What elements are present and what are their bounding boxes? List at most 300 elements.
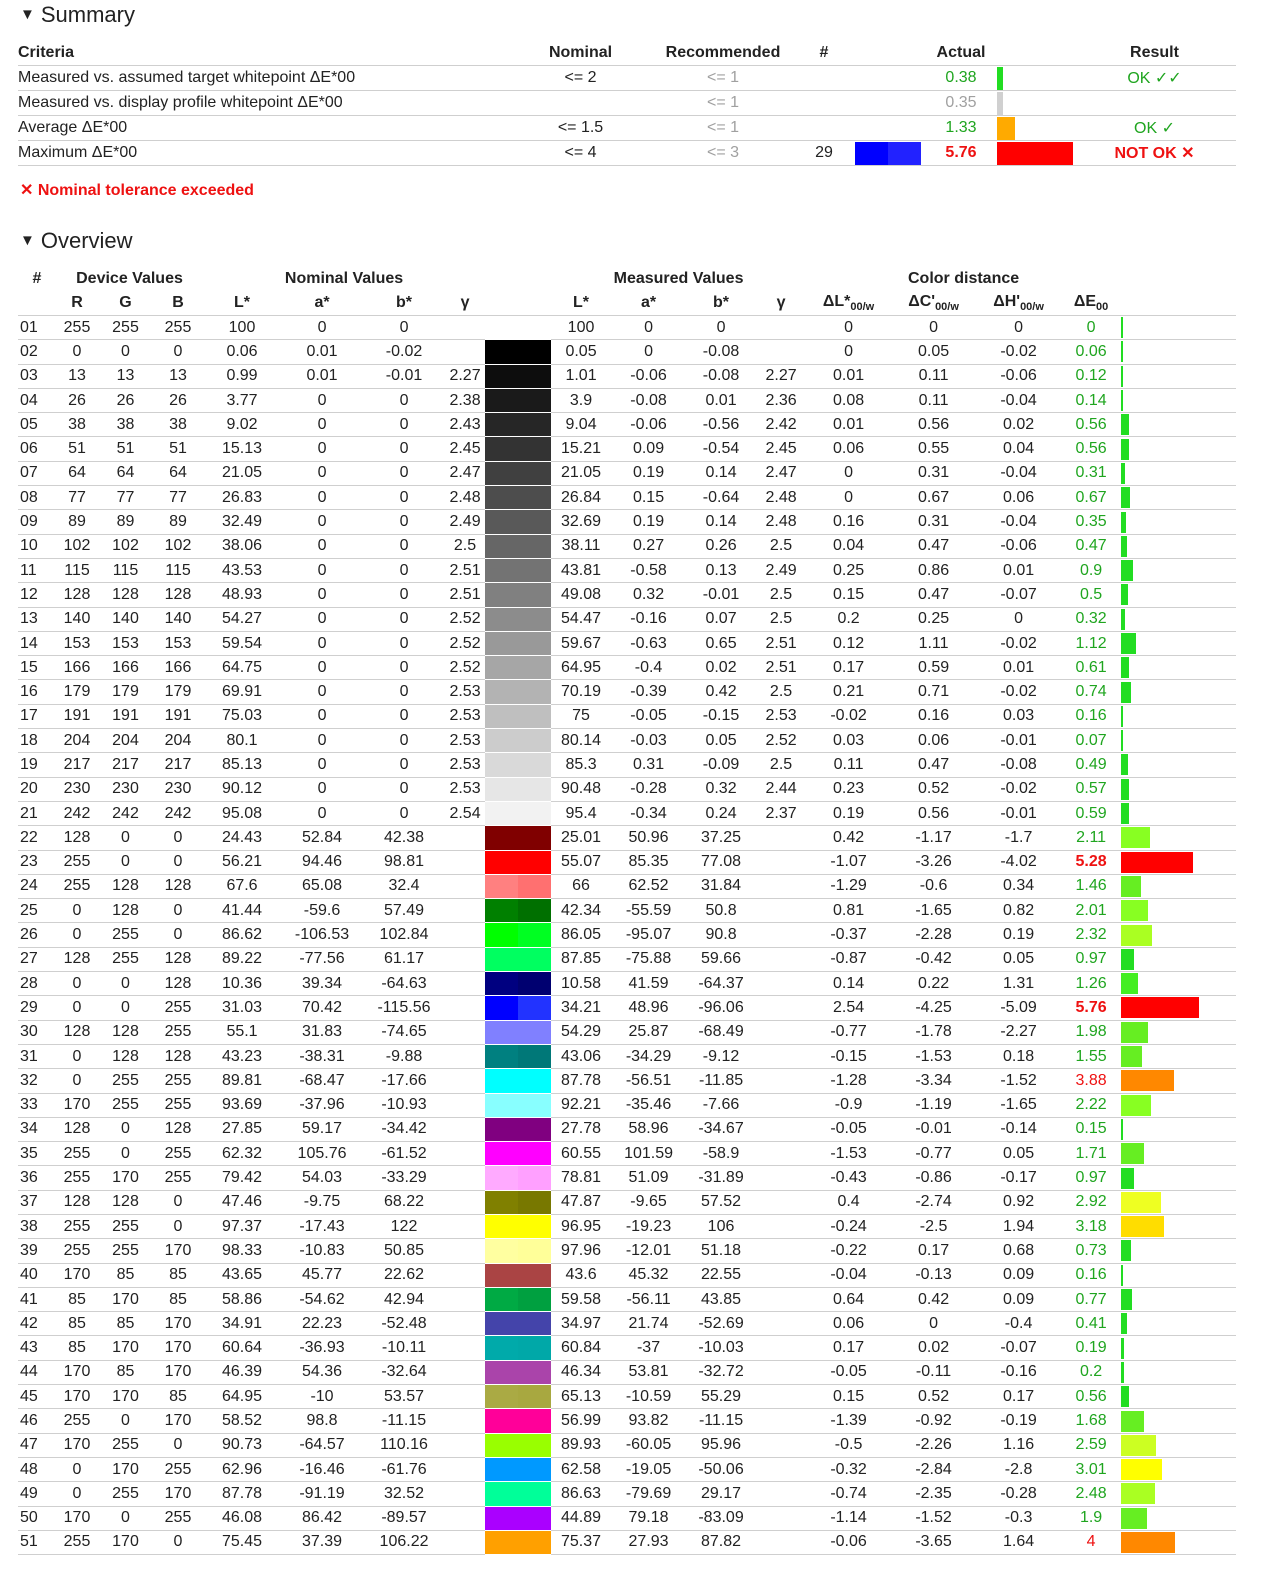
delta-e-bar bbox=[1121, 1142, 1236, 1166]
device-b-cell: 140 bbox=[153, 607, 203, 631]
criteria-cell: Average ΔE*00 bbox=[18, 116, 508, 141]
delta-e-cell: 2.11 bbox=[1061, 826, 1121, 850]
measured-b-cell: 0.26 bbox=[686, 534, 756, 558]
color-swatch bbox=[485, 874, 551, 898]
device-b-cell: 170 bbox=[153, 1482, 203, 1506]
nominal-gamma-cell bbox=[445, 1020, 485, 1044]
nominal-l-cell: 100 bbox=[203, 316, 281, 340]
overview-row bbox=[18, 1020, 1236, 1044]
delta-e-cell: 3.01 bbox=[1061, 1457, 1121, 1481]
device-r-cell: 179 bbox=[56, 680, 98, 704]
delta-c-cell: -3.65 bbox=[891, 1530, 976, 1554]
delta-e-cell: 0.5 bbox=[1061, 583, 1121, 607]
device-b-cell: 170 bbox=[153, 1360, 203, 1384]
measured-l-cell: 87.85 bbox=[551, 947, 611, 971]
b-header: B bbox=[153, 291, 203, 316]
patch-number-cell: 38 bbox=[18, 1214, 56, 1238]
device-b-cell: 13 bbox=[153, 364, 203, 388]
device-g-cell: 64 bbox=[98, 461, 153, 485]
color-swatch bbox=[485, 510, 551, 534]
device-b-cell: 89 bbox=[153, 510, 203, 534]
color-swatch bbox=[485, 1069, 551, 1093]
measured-gamma-cell bbox=[756, 972, 806, 996]
measured-a-cell: 53.81 bbox=[611, 1360, 686, 1384]
measured-b-cell: 55.29 bbox=[686, 1385, 756, 1409]
r-header: R bbox=[56, 291, 98, 316]
delta-h-cell: -0.19 bbox=[976, 1409, 1061, 1433]
nominal-a-cell: 0 bbox=[281, 753, 363, 777]
nominal-gamma-cell: 2.52 bbox=[445, 631, 485, 655]
color-swatch bbox=[485, 1287, 551, 1311]
patch-number-cell: 40 bbox=[18, 1263, 56, 1287]
nominal-l-cell: 0.06 bbox=[203, 340, 281, 364]
measured-gamma-cell: 2.52 bbox=[756, 729, 806, 753]
overview-row bbox=[18, 413, 1236, 437]
device-b-cell: 0 bbox=[153, 1214, 203, 1238]
patch-number-cell: 13 bbox=[18, 607, 56, 631]
measured-l-cell: 34.97 bbox=[551, 1312, 611, 1336]
measured-l-cell: 97.96 bbox=[551, 1239, 611, 1263]
nominal-gamma-cell bbox=[445, 1117, 485, 1141]
nominal-a-cell: -10 bbox=[281, 1385, 363, 1409]
delta-e-bar bbox=[1121, 413, 1236, 437]
delta-c-cell: -2.35 bbox=[891, 1482, 976, 1506]
nominal-gamma-cell bbox=[445, 1239, 485, 1263]
nominal-a-cell: 0 bbox=[281, 437, 363, 461]
device-b-cell: 191 bbox=[153, 704, 203, 728]
measured-a-cell: 51.09 bbox=[611, 1166, 686, 1190]
nominal-gamma-cell bbox=[445, 1287, 485, 1311]
overview-row bbox=[18, 1190, 1236, 1214]
delta-e-cell: 0.73 bbox=[1061, 1239, 1121, 1263]
nominal-header: Nominal bbox=[508, 40, 653, 66]
measured-gamma-cell bbox=[756, 1506, 806, 1530]
recommended-cell: <= 1 bbox=[653, 66, 793, 91]
delta-l-cell: -0.87 bbox=[806, 947, 891, 971]
nominal-l-cell: 97.37 bbox=[203, 1214, 281, 1238]
nominal-l-cell: 93.69 bbox=[203, 1093, 281, 1117]
delta-h-cell: 0.17 bbox=[976, 1385, 1061, 1409]
measured-gamma-cell: 2.48 bbox=[756, 510, 806, 534]
nominal-l-cell: 75.03 bbox=[203, 704, 281, 728]
worst-patch-swatch bbox=[855, 141, 925, 166]
device-r-cell: 51 bbox=[56, 437, 98, 461]
color-swatch bbox=[485, 1360, 551, 1384]
device-b-cell: 128 bbox=[153, 874, 203, 898]
delta-e-bar-fill bbox=[1121, 1265, 1123, 1286]
nominal-b-cell: -61.52 bbox=[363, 1142, 445, 1166]
delta-e-bar-fill bbox=[1121, 1095, 1151, 1116]
device-g-cell: 77 bbox=[98, 486, 153, 510]
nominal-b-cell: -10.93 bbox=[363, 1093, 445, 1117]
measured-l-cell: 87.78 bbox=[551, 1069, 611, 1093]
overview-row bbox=[18, 1312, 1236, 1336]
measured-l-cell: 92.21 bbox=[551, 1093, 611, 1117]
delta-c-cell: -1.53 bbox=[891, 1044, 976, 1068]
measured-a-cell: 0.32 bbox=[611, 583, 686, 607]
num-header: # bbox=[32, 269, 42, 287]
nominal-l-cell: 32.49 bbox=[203, 510, 281, 534]
delta-e-bar-fill bbox=[1121, 609, 1125, 630]
criteria-cell: Measured vs. assumed target whitepoint ΔE*00 bbox=[18, 66, 508, 91]
patch-number-cell: 27 bbox=[18, 947, 56, 971]
measured-a-cell: -0.06 bbox=[611, 413, 686, 437]
nominal-a-cell: 0 bbox=[281, 583, 363, 607]
delta-e-bar bbox=[1121, 1263, 1236, 1287]
nominal-l-cell: 89.22 bbox=[203, 947, 281, 971]
delta-c-cell: -0.86 bbox=[891, 1166, 976, 1190]
measured-a-cell: -0.06 bbox=[611, 364, 686, 388]
device-r-cell: 89 bbox=[56, 510, 98, 534]
actual-bar-fill bbox=[997, 92, 1003, 115]
nominal-gamma-cell bbox=[445, 1360, 485, 1384]
delta-e-bar-fill bbox=[1121, 633, 1136, 654]
delta-l-cell: 0.14 bbox=[806, 972, 891, 996]
actual-bar-fill bbox=[997, 142, 1073, 165]
measured-gamma-cell: 2.51 bbox=[756, 656, 806, 680]
delta-e-bar bbox=[1121, 510, 1236, 534]
nominal-l-cell: 55.1 bbox=[203, 1020, 281, 1044]
delta-h-cell: -0.28 bbox=[976, 1482, 1061, 1506]
delta-e-cell: 0 bbox=[1061, 316, 1121, 340]
nominal-l-cell: 62.32 bbox=[203, 1142, 281, 1166]
delta-l-cell: -0.74 bbox=[806, 1482, 891, 1506]
delta-l-cell: 0.06 bbox=[806, 1312, 891, 1336]
result-cell: OK ✓✓ bbox=[1073, 66, 1236, 91]
recommended-header: Recommended bbox=[653, 40, 793, 66]
device-b-cell: 102 bbox=[153, 534, 203, 558]
overview-row bbox=[18, 996, 1236, 1020]
measured-b-cell: -31.89 bbox=[686, 1166, 756, 1190]
device-g-cell: 153 bbox=[98, 631, 153, 655]
delta-e-cell: 0.2 bbox=[1061, 1360, 1121, 1384]
overview-table bbox=[18, 266, 1236, 1555]
nominal-b-cell: -33.29 bbox=[363, 1166, 445, 1190]
color-swatch bbox=[485, 558, 551, 582]
delta-e-cell: 2.32 bbox=[1061, 923, 1121, 947]
device-g-cell: 179 bbox=[98, 680, 153, 704]
device-b-cell: 0 bbox=[153, 923, 203, 947]
measured-a-cell: -56.11 bbox=[611, 1287, 686, 1311]
delta-e-cell: 0.47 bbox=[1061, 534, 1121, 558]
device-g-cell: 170 bbox=[98, 1457, 153, 1481]
measured-b-cell: 0.05 bbox=[686, 729, 756, 753]
device-r-cell: 255 bbox=[56, 1166, 98, 1190]
color-swatch bbox=[485, 850, 551, 874]
measured-l-cell: 46.34 bbox=[551, 1360, 611, 1384]
nominal-l-cell: 43.53 bbox=[203, 558, 281, 582]
nominal-b-cell: 0 bbox=[363, 607, 445, 631]
nominal-l-cell: 3.77 bbox=[203, 388, 281, 412]
measured-a-cell: -19.05 bbox=[611, 1457, 686, 1481]
device-g-cell: 0 bbox=[98, 1117, 153, 1141]
nominal-a-cell: -36.93 bbox=[281, 1336, 363, 1360]
delta-l-cell: 0 bbox=[806, 486, 891, 510]
delta-e-cell: 0.97 bbox=[1061, 947, 1121, 971]
device-b-cell: 170 bbox=[153, 1336, 203, 1360]
measured-gamma-cell bbox=[756, 1044, 806, 1068]
measured-a-cell: -19.23 bbox=[611, 1214, 686, 1238]
device-g-cell: 128 bbox=[98, 1190, 153, 1214]
device-r-cell: 170 bbox=[56, 1506, 98, 1530]
nominal-l-cell: 95.08 bbox=[203, 801, 281, 825]
color-swatch bbox=[485, 1044, 551, 1068]
overview-row bbox=[18, 583, 1236, 607]
device-b-cell: 128 bbox=[153, 1044, 203, 1068]
delta-e-bar bbox=[1121, 461, 1236, 485]
color-swatch bbox=[485, 413, 551, 437]
measured-b-cell: -32.72 bbox=[686, 1360, 756, 1384]
delta-c-cell: 0.47 bbox=[891, 753, 976, 777]
measured-gamma-cell bbox=[756, 1093, 806, 1117]
delta-h-cell: 0.05 bbox=[976, 947, 1061, 971]
measured-l-cell: 27.78 bbox=[551, 1117, 611, 1141]
delta-c-cell: 0.02 bbox=[891, 1336, 976, 1360]
overview-row bbox=[18, 777, 1236, 801]
delta-c-header: $\Delta C'_{00/w}$ bbox=[891, 291, 976, 316]
nominal-gamma-cell: 2.53 bbox=[445, 753, 485, 777]
delta-h-cell: -0.16 bbox=[976, 1360, 1061, 1384]
measured-a-cell: -34.29 bbox=[611, 1044, 686, 1068]
measured-l-cell: 78.81 bbox=[551, 1166, 611, 1190]
delta-h-cell: -0.3 bbox=[976, 1506, 1061, 1530]
delta-e-bar bbox=[1121, 1069, 1236, 1093]
measured-b-cell: -0.64 bbox=[686, 486, 756, 510]
delta-l-cell: 0.15 bbox=[806, 1385, 891, 1409]
nominal-a-cell: -17.43 bbox=[281, 1214, 363, 1238]
measured-b-cell: 106 bbox=[686, 1214, 756, 1238]
nominal-gamma-cell bbox=[445, 1409, 485, 1433]
delta-c-cell: 0.67 bbox=[891, 486, 976, 510]
device-r-cell: 153 bbox=[56, 631, 98, 655]
measured-gamma-cell bbox=[756, 996, 806, 1020]
measured-a-cell: -79.69 bbox=[611, 1482, 686, 1506]
nominal-l-cell: 21.05 bbox=[203, 461, 281, 485]
delta-e-bar bbox=[1121, 656, 1236, 680]
device-r-cell: 0 bbox=[56, 1482, 98, 1506]
color-swatch bbox=[485, 729, 551, 753]
device-b-cell: 179 bbox=[153, 680, 203, 704]
delta-h-cell: 0.09 bbox=[976, 1263, 1061, 1287]
nominal-b-cell: 0 bbox=[363, 729, 445, 753]
device-g-cell: 170 bbox=[98, 1530, 153, 1554]
delta-c-cell: 0.47 bbox=[891, 583, 976, 607]
device-b-cell: 85 bbox=[153, 1287, 203, 1311]
measured-l-cell: 54.29 bbox=[551, 1020, 611, 1044]
color-swatch bbox=[485, 1142, 551, 1166]
measured-b-cell: -11.15 bbox=[686, 1409, 756, 1433]
color-swatch bbox=[485, 583, 551, 607]
nominal-l-cell: 85.13 bbox=[203, 753, 281, 777]
nominal-b-cell: 106.22 bbox=[363, 1530, 445, 1554]
device-g-cell: 255 bbox=[98, 947, 153, 971]
delta-h-cell: -0.07 bbox=[976, 1336, 1061, 1360]
delta-e-bar-fill bbox=[1121, 1532, 1175, 1553]
overview-row bbox=[18, 850, 1236, 874]
delta-e-bar-fill bbox=[1121, 439, 1129, 460]
nominal-gamma-cell: 2.52 bbox=[445, 607, 485, 631]
overview-row bbox=[18, 1433, 1236, 1457]
measured-b-cell: 0.24 bbox=[686, 801, 756, 825]
overview-row bbox=[18, 1336, 1236, 1360]
nominal-l-cell: 90.73 bbox=[203, 1433, 281, 1457]
nominal-b-cell: 53.57 bbox=[363, 1385, 445, 1409]
delta-h-cell: 0 bbox=[976, 316, 1061, 340]
measured-a-cell: 0.31 bbox=[611, 753, 686, 777]
measured-a-cell: -35.46 bbox=[611, 1093, 686, 1117]
delta-c-cell: 0 bbox=[891, 1312, 976, 1336]
measured-l-cell: 15.21 bbox=[551, 437, 611, 461]
device-g-cell: 85 bbox=[98, 1312, 153, 1336]
color-swatch bbox=[485, 1239, 551, 1263]
delta-e-cell: 0.74 bbox=[1061, 680, 1121, 704]
measured-l-cell: 43.6 bbox=[551, 1263, 611, 1287]
nominal-a-cell: 22.23 bbox=[281, 1312, 363, 1336]
nominal-a-cell: -16.46 bbox=[281, 1457, 363, 1481]
nominal-gamma-cell bbox=[445, 1166, 485, 1190]
nominal-gamma-header: γ bbox=[445, 291, 485, 316]
delta-e-cell: 1.12 bbox=[1061, 631, 1121, 655]
nominal-l-cell: 41.44 bbox=[203, 899, 281, 923]
device-b-cell: 0 bbox=[153, 850, 203, 874]
color-swatch bbox=[485, 437, 551, 461]
patch-number-cell: 45 bbox=[18, 1385, 56, 1409]
delta-l-cell: 0.21 bbox=[806, 680, 891, 704]
device-g-cell: 0 bbox=[98, 340, 153, 364]
device-b-cell: 166 bbox=[153, 656, 203, 680]
device-r-cell: 115 bbox=[56, 558, 98, 582]
nominal-l-cell: 46.08 bbox=[203, 1506, 281, 1530]
measured-a-cell: -12.01 bbox=[611, 1239, 686, 1263]
summary-section-toggle[interactable] bbox=[20, 2, 135, 28]
device-g-cell: 89 bbox=[98, 510, 153, 534]
delta-l-cell: 0.19 bbox=[806, 801, 891, 825]
color-swatch bbox=[485, 1020, 551, 1044]
criteria-cell: Maximum ΔE*00 bbox=[18, 141, 508, 166]
measured-b-cell: -58.9 bbox=[686, 1142, 756, 1166]
summary-row bbox=[18, 141, 1236, 166]
delta-e-bar bbox=[1121, 1433, 1236, 1457]
patch-number-cell: 17 bbox=[18, 704, 56, 728]
device-r-cell: 191 bbox=[56, 704, 98, 728]
overview-section-toggle[interactable] bbox=[20, 228, 133, 254]
patch-number-cell: 10 bbox=[18, 534, 56, 558]
result-cell: NOT OK ✕ bbox=[1073, 141, 1236, 166]
nominal-a-cell: 0 bbox=[281, 558, 363, 582]
color-distance-header: Color distance bbox=[908, 269, 1020, 287]
device-g-cell: 255 bbox=[98, 1239, 153, 1263]
delta-e-bar-fill bbox=[1121, 560, 1133, 581]
color-swatch bbox=[485, 704, 551, 728]
delta-e-cell: 5.76 bbox=[1061, 996, 1121, 1020]
delta-e-bar-fill bbox=[1121, 657, 1129, 678]
device-b-cell: 0 bbox=[153, 826, 203, 850]
device-g-cell: 0 bbox=[98, 826, 153, 850]
device-b-cell: 255 bbox=[153, 1457, 203, 1481]
delta-l-cell: -0.05 bbox=[806, 1117, 891, 1141]
nominal-b-cell: 0 bbox=[363, 680, 445, 704]
nominal-b-cell: -89.57 bbox=[363, 1506, 445, 1530]
patch-number-cell: 07 bbox=[18, 461, 56, 485]
nominal-a-cell: 0 bbox=[281, 729, 363, 753]
delta-e-bar-fill bbox=[1121, 1070, 1174, 1091]
tolerance-error: ✕ Nominal tolerance exceeded bbox=[20, 182, 254, 199]
color-swatch bbox=[485, 1506, 551, 1530]
color-swatch bbox=[485, 777, 551, 801]
patch-number-cell: 06 bbox=[18, 437, 56, 461]
num-header: # bbox=[793, 40, 855, 66]
delta-e-bar bbox=[1121, 1385, 1236, 1409]
patch-number-cell: 31 bbox=[18, 1044, 56, 1068]
nominal-b-cell: 0 bbox=[363, 461, 445, 485]
device-r-cell: 26 bbox=[56, 388, 98, 412]
delta-e-cell: 0.77 bbox=[1061, 1287, 1121, 1311]
patch-number-cell: 25 bbox=[18, 899, 56, 923]
delta-l-cell: 0 bbox=[806, 340, 891, 364]
nominal-l-cell: 43.65 bbox=[203, 1263, 281, 1287]
nominal-a-cell: 0.01 bbox=[281, 364, 363, 388]
nominal-l-cell: 56.21 bbox=[203, 850, 281, 874]
nominal-gamma-cell bbox=[445, 972, 485, 996]
nominal-l-cell: 75.45 bbox=[203, 1530, 281, 1554]
delta-e-bar bbox=[1121, 1360, 1236, 1384]
delta-h-cell: -0.02 bbox=[976, 777, 1061, 801]
delta-h-cell: 0.03 bbox=[976, 704, 1061, 728]
measured-l-cell: 49.08 bbox=[551, 583, 611, 607]
delta-c-cell: -1.17 bbox=[891, 826, 976, 850]
triangle-down-icon: ▼ bbox=[20, 6, 35, 23]
measured-a-cell: 41.59 bbox=[611, 972, 686, 996]
color-swatch bbox=[485, 364, 551, 388]
measured-a-cell: -0.34 bbox=[611, 801, 686, 825]
actual-bar bbox=[997, 66, 1073, 91]
color-swatch bbox=[485, 1530, 551, 1554]
patch-number-cell: 49 bbox=[18, 1482, 56, 1506]
delta-e-bar-fill bbox=[1121, 584, 1128, 605]
delta-l-cell: 0.16 bbox=[806, 510, 891, 534]
color-swatch bbox=[485, 1385, 551, 1409]
delta-e-bar bbox=[1121, 1336, 1236, 1360]
color-swatch bbox=[485, 1166, 551, 1190]
color-swatch bbox=[485, 461, 551, 485]
measured-gamma-cell: 2.37 bbox=[756, 801, 806, 825]
delta-e-bar-fill bbox=[1121, 1483, 1155, 1504]
measured-l-cell: 1.01 bbox=[551, 364, 611, 388]
device-b-cell: 128 bbox=[153, 947, 203, 971]
delta-h-cell: -0.01 bbox=[976, 801, 1061, 825]
delta-e-cell: 0.32 bbox=[1061, 607, 1121, 631]
device-g-cell: 255 bbox=[98, 1482, 153, 1506]
nominal-a-cell: -9.75 bbox=[281, 1190, 363, 1214]
nominal-b-cell: 0 bbox=[363, 631, 445, 655]
device-r-cell: 0 bbox=[56, 996, 98, 1020]
delta-e-bar bbox=[1121, 364, 1236, 388]
measured-b-cell: 0.65 bbox=[686, 631, 756, 655]
delta-h-cell: -1.52 bbox=[976, 1069, 1061, 1093]
delta-e-bar bbox=[1121, 874, 1236, 898]
delta-h-cell: 0.34 bbox=[976, 874, 1061, 898]
delta-l-cell: -0.06 bbox=[806, 1530, 891, 1554]
device-b-cell: 230 bbox=[153, 777, 203, 801]
delta-c-cell: -2.74 bbox=[891, 1190, 976, 1214]
device-r-cell: 128 bbox=[56, 947, 98, 971]
measured-l-cell: 44.89 bbox=[551, 1506, 611, 1530]
delta-e-cell: 0.12 bbox=[1061, 364, 1121, 388]
measured-b-cell: -7.66 bbox=[686, 1093, 756, 1117]
nominal-b-cell: 50.85 bbox=[363, 1239, 445, 1263]
delta-c-cell: 0.11 bbox=[891, 364, 976, 388]
delta-h-cell: 0.19 bbox=[976, 923, 1061, 947]
